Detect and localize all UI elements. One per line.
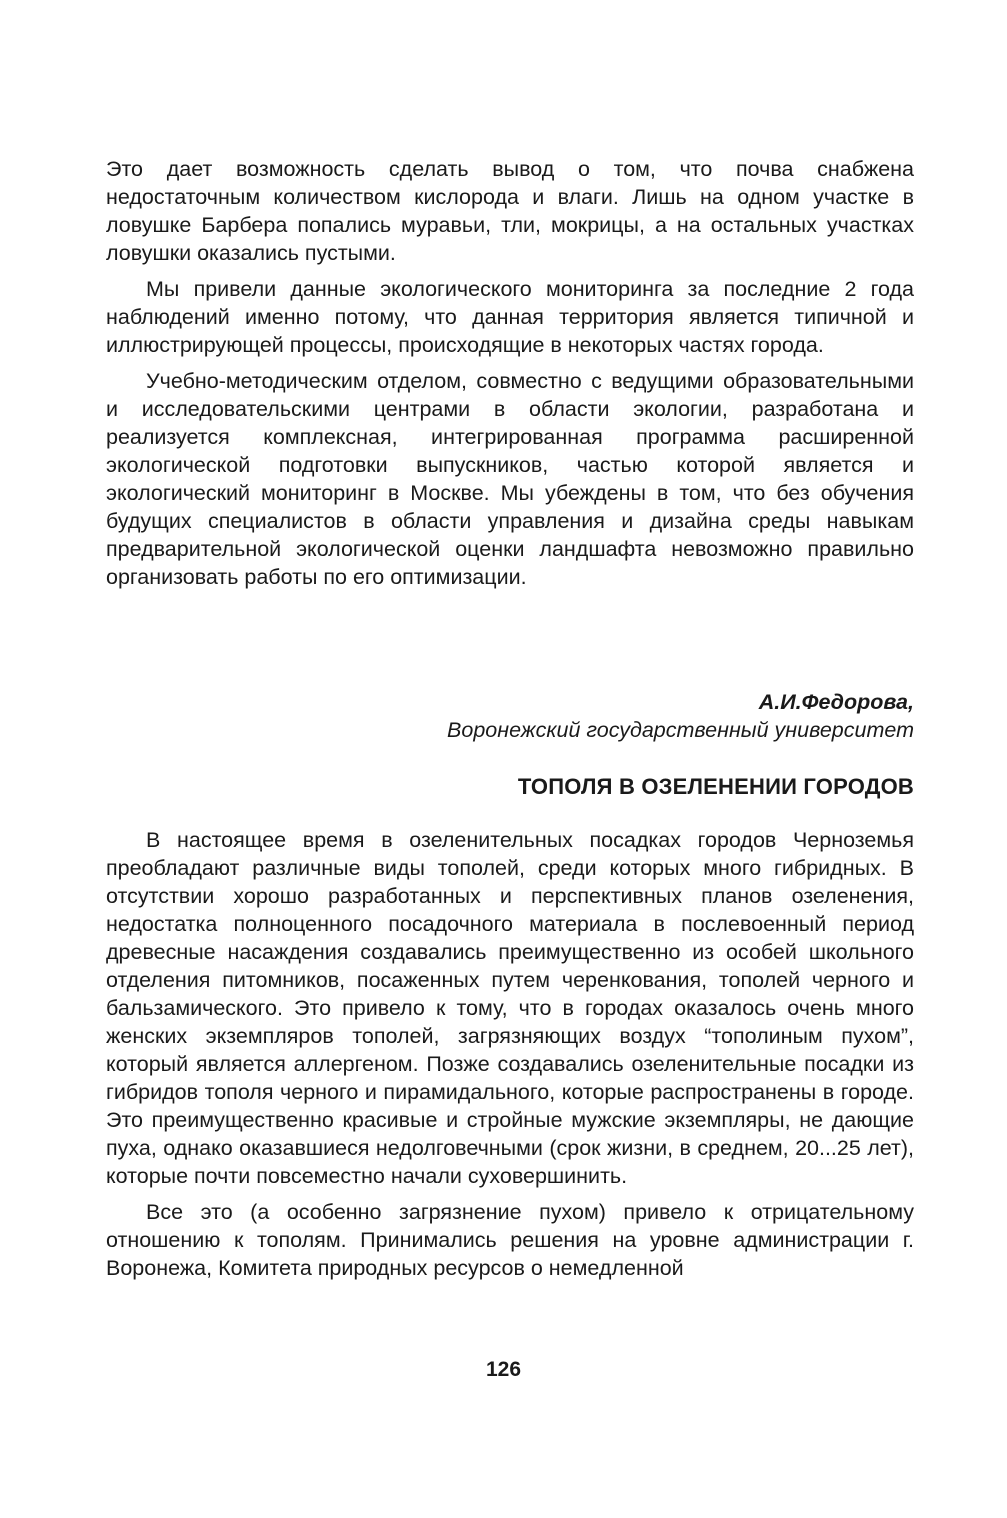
author-affiliation: Воронежский государственный университет: [447, 718, 914, 742]
paragraph: Мы привели данные экологического мониторинга за последние 2 года наблюдений именно потому, что данная территория является типичной и иллюстрирующей процессы, происходящие в некоторых частях города.: [106, 277, 914, 357]
body-text-top: [106, 155, 914, 591]
paragraph: В настоящее время в озеленительных посадках городов Черноземья преобладают различные виды тополей, среди которых много гибридных. В отсутствии хорошо разработанных и перспективных планов озеленения, недостатка полноценного посадочного материала в послевоенный период древесные насаждения создавались преимущественно из особей школьного отделения питомников, посаженных путем черенкования, тополей черного и бальзамического. Это привело к тому, что в городах оказалось очень много женских экземпляров тополей, загрязняющих воздух “тополиным пухом”, который является аллергеном. Позже создавались озеленительные посадки из гибридов тополя черного и пирамидального, которые распространены в городе. Это преимущественно красивые и стройные мужские экземпляры, не дающие пуха, однако оказавшиеся недолговечными (срок жизни, в среднем, 20...25 лет), которые почти повсеместно начали суховершинить.: [106, 828, 914, 1188]
paragraph: Учебно-методическим отделом, совместно с ведущими образовательными и исследовательскими центрами в области экологии, разработана и реализуется комплексная, интегрированная программа расширенной экологической подготовки выпускников, частью которой является и экологический мониторинг в Москве. Мы убеждены в том, что без обучения будущих специалистов в области управления и дизайна среды навыкам предварительной экологической оценки ландшафта невозможно правильно организовать работы по его оптимизации.: [106, 369, 914, 589]
body-text-bottom: [106, 826, 914, 1282]
author-name: А.И.Федорова,: [758, 690, 914, 714]
paragraph: Все это (а особенно загрязнение пухом) привело к отрицательному отношению к тополям. Принимались решения на уровне администрации г. Воронежа, Комитета природных ресурсов о немедленной: [106, 1200, 914, 1280]
page-number: 126: [485, 1358, 522, 1381]
paragraph: Это дает возможность сделать вывод о том, что почва снабжена недостаточным количеством кислорода и влаги. Лишь на одном участке в ловушке Барбера попались муравьи, тли, мокрицы, а на остальных участках ловушки оказались пустыми.: [106, 157, 914, 265]
article-title: ТОПОЛЯ В ОЗЕЛЕНЕНИИ ГОРОДОВ: [517, 774, 914, 799]
